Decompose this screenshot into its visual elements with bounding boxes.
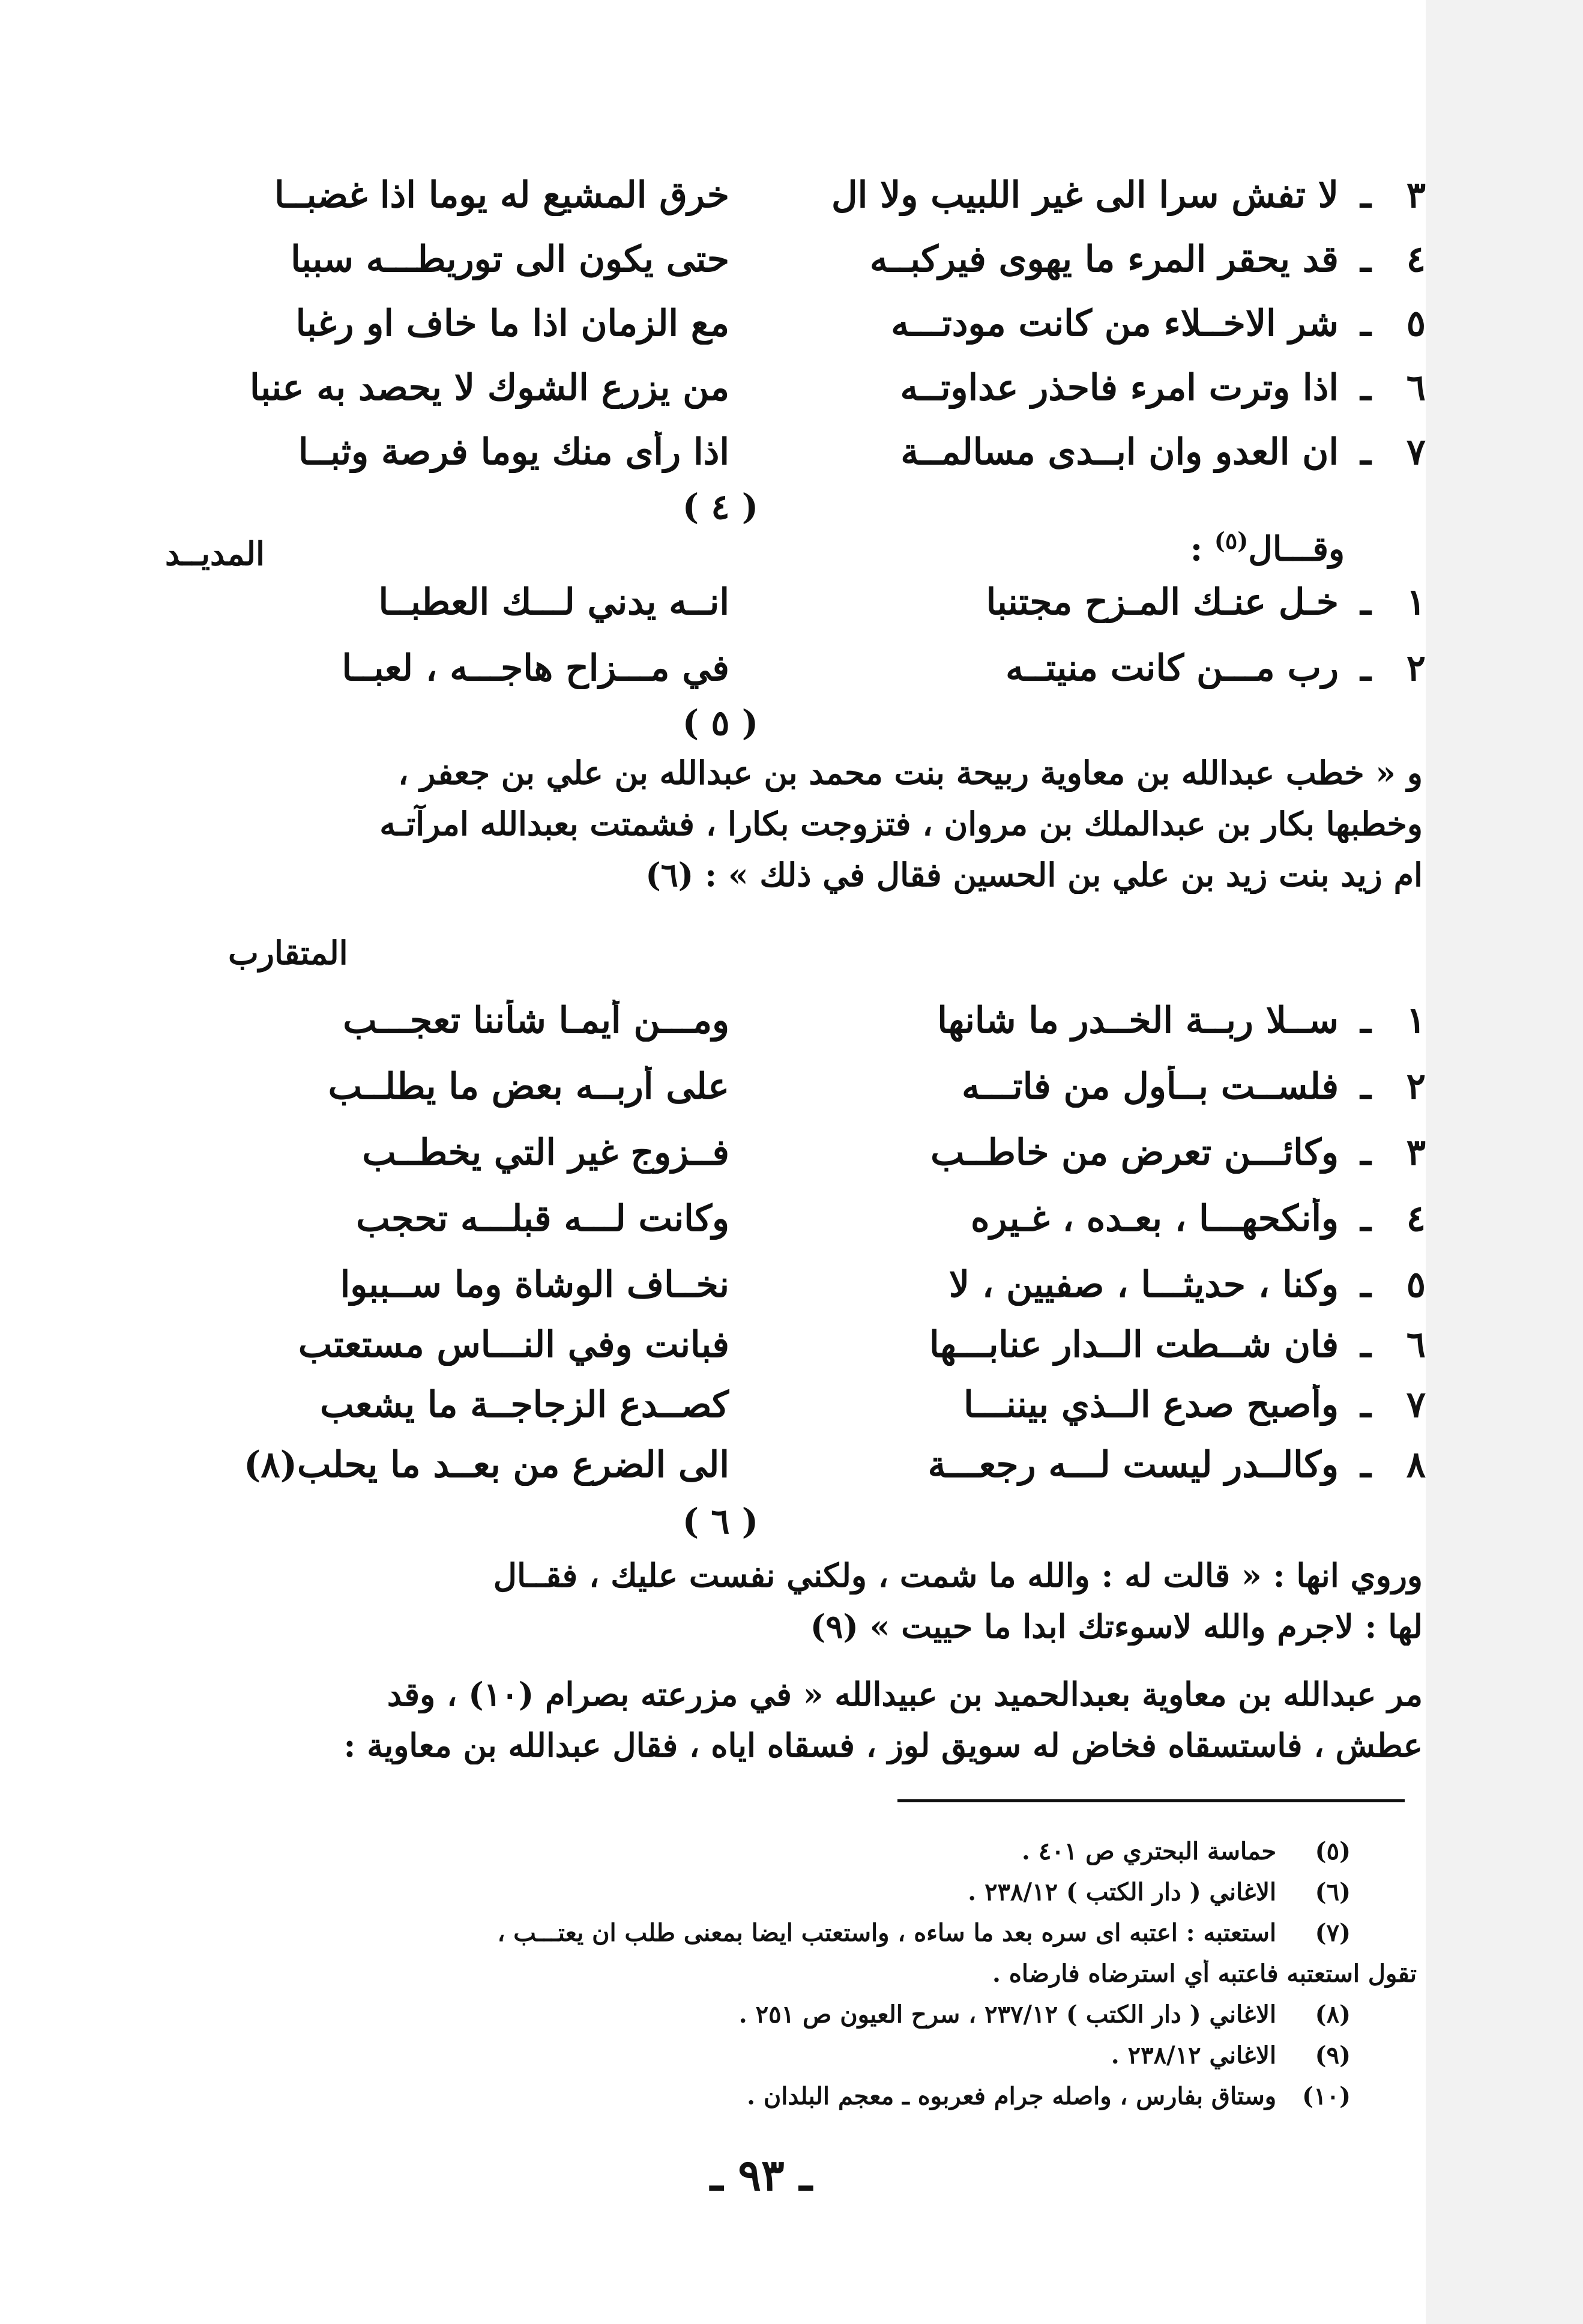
verse-number: ٢: [1406, 647, 1426, 689]
footnote-text: الاغاني ( دار الكتب ) ٢٣٧/١٢ ، سرح العيون ص ٢٥١ .: [738, 2000, 1277, 2029]
footnote-continuation: [162, 1960, 1417, 1988]
verse-line: [150, 431, 1426, 491]
verse-second-hemistich: فبانت وفي النـــاس مستعتب: [298, 1324, 729, 1366]
verse-line: [150, 1000, 1426, 1060]
verse-second-hemistich: مع الزمان اذا ما خاف او رغبا: [295, 303, 729, 345]
verse-line: [150, 1132, 1426, 1192]
verse-dash: ـ: [1360, 238, 1371, 280]
verse-first-hemistich: ان العدو وان ابــدى مسالمــة: [900, 431, 1339, 473]
verse-first-hemistich: وأصبح صدع الــذي بيننـــا: [963, 1384, 1339, 1426]
verse-number: ٤: [1406, 238, 1426, 280]
verse-second-hemistich: خرق المشيع له يوما اذا غضبــا: [274, 174, 729, 216]
verse-second-hemistich: الى الضرع من بعــد ما يحلب(٨): [243, 1444, 729, 1486]
verse-number: ٧: [1406, 431, 1426, 473]
verse-first-hemistich: اذا وترت امرء فاحذر عداوتــه: [900, 367, 1339, 409]
verse-first-hemistich: ســلا ربــة الخــدر ما شانها: [937, 1000, 1339, 1042]
meter-name: المديــد: [165, 534, 265, 573]
verse-line: [150, 1384, 1426, 1444]
section-number: ( ٤ ): [682, 486, 759, 527]
verse-dash: ـ: [1360, 1324, 1371, 1366]
prose-line: عطش ، فاستسقاه فخاض له سويق لوز ، فسقاه اياه ، فقال عبدالله بن معاوية :: [343, 1726, 1423, 1764]
verse-first-hemistich: فان شــطت الــدار عنابـــها: [929, 1324, 1339, 1366]
verse-first-hemistich: شر الاخــلاء من كانت مودتـــه: [891, 303, 1339, 345]
prose-line: مر عبدالله بن معاوية بعبدالحميد بن عبيدالله « في مزرعته بصرام (١٠) ، وقد: [387, 1675, 1423, 1713]
verse-line: [150, 1444, 1426, 1504]
verse-line: [150, 1264, 1426, 1324]
verse-second-hemistich: وكانت لـــه قبلـــه تحجب: [356, 1198, 729, 1240]
verse-second-hemistich: نخــاف الوشاة وما ســببوا: [340, 1264, 729, 1306]
verse-dash: ـ: [1360, 1198, 1371, 1240]
verse-number: ١: [1406, 1000, 1426, 1042]
verse-number: ٧: [1406, 1384, 1426, 1426]
section-number: ( ٥ ): [682, 702, 759, 743]
verse-second-hemistich: فــزوج غير التي يخطــب: [362, 1132, 729, 1174]
footnote-number: (٦): [1315, 1878, 1351, 1906]
footnote-text: الاغاني ( دار الكتب ) ٢٣٨/١٢ .: [968, 1878, 1277, 1906]
verse-number: ٣: [1406, 174, 1426, 216]
verse-second-hemistich: حتى يكون الى توريطـــه سببا: [291, 238, 729, 280]
footnote-number: (٩): [1315, 2041, 1351, 2069]
verse-line: [150, 1324, 1426, 1384]
verse-dash: ـ: [1360, 303, 1371, 345]
verse-dash: ـ: [1360, 1264, 1371, 1306]
verse-line: [150, 303, 1426, 363]
meter-name: المتقارب: [228, 934, 348, 972]
verse-first-hemistich: لا تفش سرا الى غير اللبيب ولا ال: [831, 174, 1339, 216]
footnote: [180, 1878, 1351, 1906]
prose-line: ام زيد بنت زيد بن علي بن الحسين فقال في ذلك » : (٦): [645, 856, 1423, 894]
verse-first-hemistich: رب مـــن كانت منيتــه: [1006, 647, 1339, 689]
footnote-number: (١٠): [1302, 2082, 1351, 2110]
verse-line: [150, 174, 1426, 234]
verse-dash: ـ: [1360, 1384, 1371, 1426]
footnote-text: وستاق بفارس ، واصله جرام فعربوه ـ معجم البلدان .: [747, 2082, 1277, 2110]
verse-dash: ـ: [1360, 1132, 1371, 1174]
verse-number: ٤: [1406, 1198, 1426, 1240]
verse-line: [150, 647, 1426, 707]
verse-number: ٥: [1406, 1264, 1426, 1306]
verse-number: ٣: [1406, 1132, 1426, 1174]
verse-dash: ـ: [1360, 1066, 1371, 1108]
footnote-divider: [897, 1799, 1405, 1802]
verse-first-hemistich: خـل عنـك المـزح مجتنبا: [986, 581, 1339, 623]
verse-first-hemistich: فلســت بــأول من فاتـــه: [962, 1066, 1339, 1108]
prose-line: و « خطب عبدالله بن معاوية ربيحة بنت محمد بن عبدالله بن علي بن جعفر ،: [398, 753, 1423, 792]
verse-second-hemistich: في مـــزاح هاجـــه ، لعبــا: [342, 647, 729, 689]
intro-colon: :: [1190, 529, 1203, 569]
verse-dash: ـ: [1360, 1000, 1371, 1042]
verse-first-hemistich: وكنا ، حديثـــا ، صفيين ، لا: [948, 1264, 1339, 1306]
verse-line: [150, 1066, 1426, 1126]
verse-second-hemistich: من يزرع الشوك لا يحصد به عنبا: [250, 367, 729, 409]
footnote-number: (٧): [1315, 1919, 1351, 1947]
footnote-text: استعتبه : اعتبه اى سره بعد ما ساءه ، واستعتب ايضا بمعنى طلب ان يعتـــب ،: [497, 1919, 1277, 1947]
verse-number: ٦: [1406, 367, 1426, 409]
verse-line: [150, 581, 1426, 641]
verse-first-hemistich: وأنكحهـــا ، بعـده ، غـيره: [971, 1198, 1339, 1240]
footnote-ref: (٥): [1214, 527, 1249, 554]
footnote: [180, 1919, 1351, 1947]
footnote: [180, 2041, 1351, 2069]
verse-number: ٦: [1406, 1324, 1426, 1366]
verse-second-hemistich: ومـــن أيمـا شأننا تعجـــب: [343, 1000, 729, 1042]
footnote-text: حماسة البحتري ص ٤٠١ .: [1021, 1837, 1277, 1865]
verse-second-hemistich: كصــدع الزجاجــة ما يشعب: [319, 1384, 729, 1426]
verse-number: ٨: [1406, 1444, 1426, 1486]
intro-word: وقـــال: [1248, 529, 1345, 569]
verse-second-hemistich: اذا رأى منك يوما فرصة وثبــا: [298, 431, 729, 473]
verse-second-hemistich: على أربــه بعض ما يطلــب: [328, 1066, 729, 1108]
footnote: [180, 2082, 1351, 2110]
footnote-text: الاغاني ٢٣٨/١٢ .: [1111, 2041, 1277, 2069]
verse-first-hemistich: وكالــدر ليست لـــه رجعـــة: [927, 1444, 1339, 1486]
prose-line: وخطبها بكار بن عبدالملك بن مروان ، فتزوجت بكارا ، فشمتت بعبدالله امرآتـه: [379, 804, 1423, 843]
footnote-number: (٨): [1315, 2000, 1351, 2029]
section-number: ( ٦ ): [682, 1501, 759, 1542]
verse-number: ٢: [1406, 1066, 1426, 1108]
footnote: [180, 2000, 1351, 2029]
page-number: ـ ٩٣ ـ: [710, 2149, 812, 2200]
verse-dash: ـ: [1360, 431, 1371, 473]
verse-first-hemistich: وكائـــن تعرض من خاطــب: [930, 1132, 1339, 1174]
verse-line: [150, 367, 1426, 427]
verse-dash: ـ: [1360, 174, 1371, 216]
verse-dash: ـ: [1360, 647, 1371, 689]
verse-dash: ـ: [1360, 367, 1371, 409]
verse-second-hemistich: انــه يدني لـــك العطبــا: [378, 581, 729, 623]
verse-line: [150, 238, 1426, 298]
verse-dash: ـ: [1360, 1444, 1371, 1486]
footnote-text: تقول استعتبه فاعتبه أي استرضاه فارضاه .: [992, 1960, 1417, 1988]
prose-line: لها : لاجرم والله لاسوءتك ابدا ما حييت » (٩): [810, 1607, 1423, 1646]
verse-first-hemistich: قد يحقر المرء ما يهوى فيركبــه: [869, 238, 1339, 280]
verse-line: [150, 1198, 1426, 1258]
verse-number: ١: [1406, 581, 1426, 623]
footnote: [180, 1837, 1351, 1865]
section-intro: [1190, 527, 1345, 569]
verse-dash: ـ: [1360, 581, 1371, 623]
verse-number: ٥: [1406, 303, 1426, 345]
prose-line: وروي انها : « قالت له : والله ما شمت ، ولكني نفست عليك ، فقــال: [493, 1556, 1423, 1595]
footnote-number: (٥): [1315, 1837, 1351, 1865]
